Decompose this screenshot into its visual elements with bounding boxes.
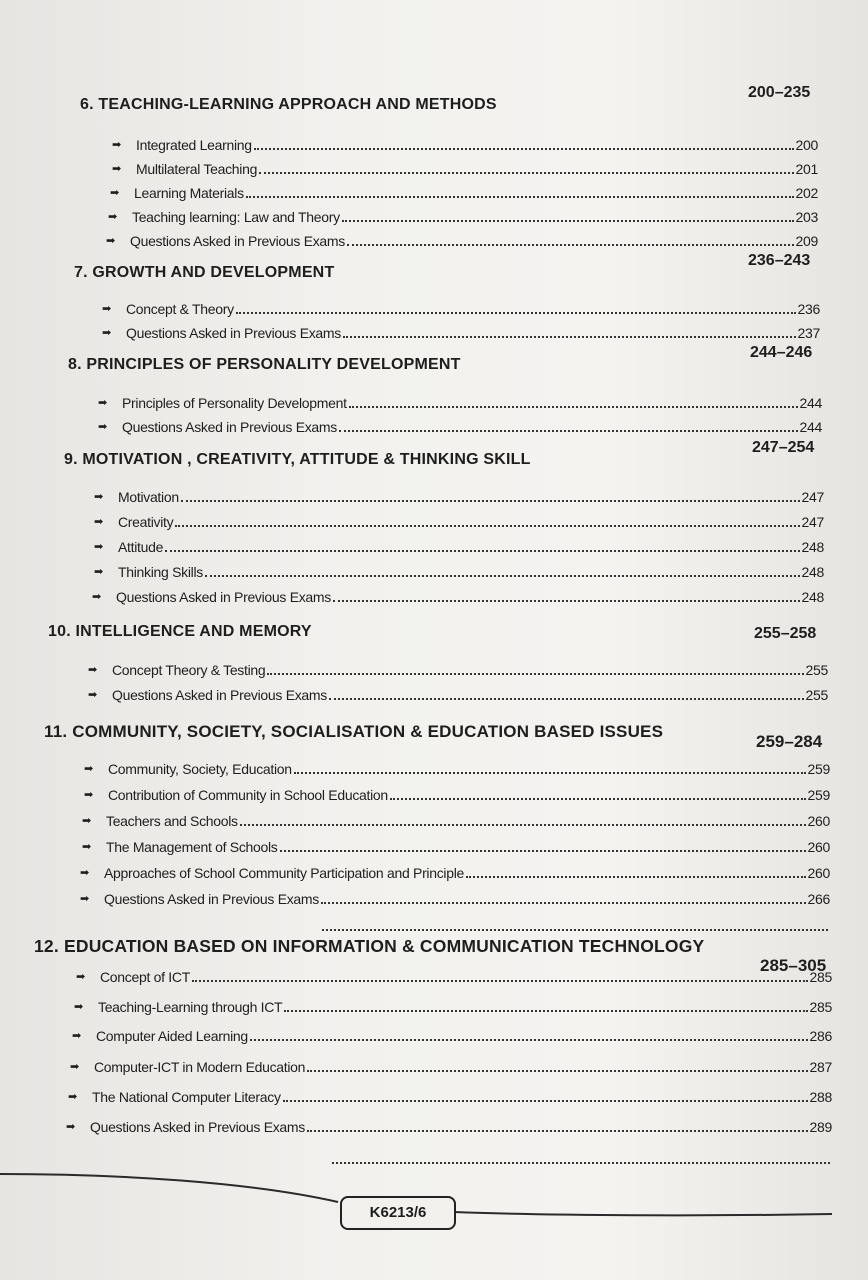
arrow-icon: ➡ <box>112 139 121 151</box>
toc-entry: ➡ The Management of Schools 260 <box>82 839 830 855</box>
arrow-icon: ➡ <box>94 541 103 553</box>
toc-entry: ➡ Computer Aided Learning 286 <box>72 1028 832 1044</box>
toc-entry: ➡ Integrated Learning 200 <box>112 137 818 153</box>
toc-entry: ➡ Thinking Skills 248 <box>94 564 824 580</box>
toc-entry: ➡ Concept & Theory 236 <box>102 301 820 317</box>
toc-entry: ➡ Concept Theory & Testing 255 <box>88 662 828 678</box>
chapter-page-range: 285–305 <box>760 956 827 975</box>
arrow-icon: ➡ <box>92 591 101 603</box>
toc-entry: ➡ Approaches of School Community Participation and Principle 260 <box>80 865 830 881</box>
chapter-page-range: 200–235 <box>748 84 811 101</box>
chapter-page-range: 255–258 <box>754 625 817 642</box>
arrow-icon: ➡ <box>68 1091 77 1103</box>
chapter-page-range: 244–246 <box>750 344 813 361</box>
chapter-title: 6. TEACHING-LEARNING APPROACH AND METHODS <box>80 96 497 113</box>
arrow-icon: ➡ <box>84 763 93 775</box>
toc-entry: ➡ Computer-ICT in Modern Education 287 <box>70 1059 832 1075</box>
toc-entry: ➡ Teaching-Learning through ICT 285 <box>74 999 832 1015</box>
toc-entry: ➡ Concept of ICT 285 <box>76 969 832 985</box>
arrow-icon: ➡ <box>88 689 97 701</box>
toc-entry: ➡ Questions Asked in Previous Exams 209 <box>106 233 818 249</box>
toc-entry-page-only <box>320 913 830 935</box>
chapter-title: 7. GROWTH AND DEVELOPMENT <box>74 264 335 281</box>
chapter-title: 10. INTELLIGENCE AND MEMORY <box>48 623 312 640</box>
arrow-icon: ➡ <box>94 566 103 578</box>
toc-entry: ➡ Teaching learning: Law and Theory 203 <box>108 209 818 225</box>
arrow-icon: ➡ <box>80 893 89 905</box>
arrow-icon: ➡ <box>70 1061 79 1073</box>
toc-entry: ➡ Questions Asked in Previous Exams 266 <box>80 891 830 907</box>
arrow-icon: ➡ <box>108 211 117 223</box>
toc-entry: ➡ Questions Asked in Previous Exams 289 <box>66 1119 832 1135</box>
chapter-title: 8. PRINCIPLES OF PERSONALITY DEVELOPMENT <box>68 356 461 373</box>
arrow-icon: ➡ <box>98 421 107 433</box>
toc-entry: ➡ Questions Asked in Previous Exams 237 <box>102 325 820 341</box>
toc-entry-page-only <box>330 1146 832 1168</box>
arrow-icon: ➡ <box>94 516 103 528</box>
arrow-icon: ➡ <box>110 187 119 199</box>
arrow-icon: ➡ <box>72 1030 81 1042</box>
arrow-icon: ➡ <box>84 789 93 801</box>
toc-entry: ➡ Motivation 247 <box>94 489 824 505</box>
arrow-icon: ➡ <box>76 971 85 983</box>
chapter-page-range: 259–284 <box>756 732 823 751</box>
arrow-icon: ➡ <box>82 841 91 853</box>
arrow-icon: ➡ <box>66 1121 75 1133</box>
arrow-icon: ➡ <box>82 815 91 827</box>
arrow-icon: ➡ <box>88 664 97 676</box>
arrow-icon: ➡ <box>94 491 103 503</box>
toc-entry: ➡ Contribution of Community in School Education 259 <box>84 787 830 803</box>
toc-entry: ➡ Questions Asked in Previous Exams 255 <box>88 687 828 703</box>
chapter-title: 12. EDUCATION BASED ON INFORMATION & COMMUNICATION TECHNOLOGY <box>34 936 705 956</box>
page-code: K6213/6 <box>340 1196 456 1230</box>
toc-entry: ➡ Community, Society, Education 259 <box>84 761 830 777</box>
arrow-icon: ➡ <box>102 303 111 315</box>
toc-entry: ➡ Principles of Personality Development 244 <box>98 395 822 411</box>
toc-entry: ➡ The National Computer Literacy 288 <box>68 1089 832 1105</box>
chapter-title: 9. MOTIVATION , CREATIVITY, ATTITUDE & THINKING SKILL <box>64 451 531 468</box>
chapter-page-range: 236–243 <box>748 252 811 269</box>
toc-entry: ➡ Multilateral Teaching 201 <box>112 161 818 177</box>
toc-entry: ➡ Questions Asked in Previous Exams 244 <box>98 419 822 435</box>
arrow-icon: ➡ <box>106 235 115 247</box>
arrow-icon: ➡ <box>112 163 121 175</box>
toc-entry: ➡ Creativity 247 <box>94 514 824 530</box>
arrow-icon: ➡ <box>80 867 89 879</box>
arrow-icon: ➡ <box>74 1001 83 1013</box>
chapter-page-range: 247–254 <box>752 439 815 456</box>
toc-entry: ➡ Attitude 248 <box>94 539 824 555</box>
arrow-icon: ➡ <box>102 327 111 339</box>
toc-entry: ➡ Learning Materials 202 <box>110 185 818 201</box>
toc-entry: ➡ Teachers and Schools 260 <box>82 813 830 829</box>
arrow-icon: ➡ <box>98 397 107 409</box>
chapter-title: 11. COMMUNITY, SOCIETY, SOCIALISATION & EDUCATION BASED ISSUES <box>44 722 664 741</box>
toc-entry: ➡ Questions Asked in Previous Exams 248 <box>92 589 824 605</box>
